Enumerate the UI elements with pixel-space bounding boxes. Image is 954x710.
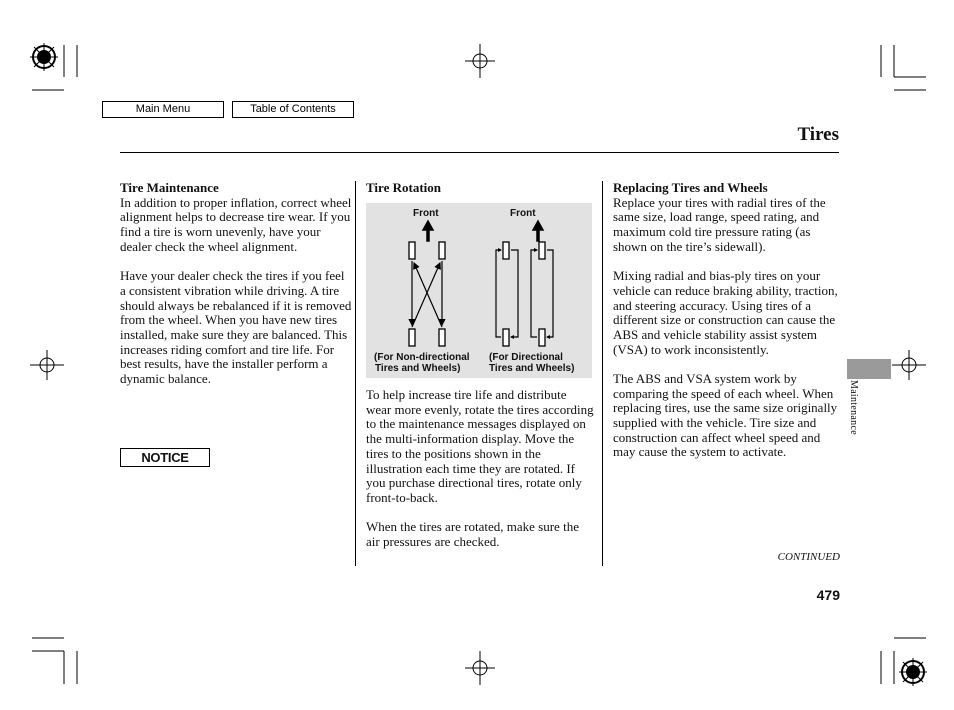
section-tab-label: Maintenance [848,380,859,435]
caption-non-directional [374,352,470,374]
tire-rotation-text [366,388,594,564]
tire-rotation-section [366,181,594,196]
section-heading: Replacing Tires and Wheels [613,180,768,195]
section-heading: Tire Rotation [366,180,441,195]
continued-label: CONTINUED [777,551,840,563]
paragraph: The ABS and VSA system work by comparing the speed of each wheel. When replacing tires, use the same size originally supplied with the vehicle. Tire size and construction can affect wheel speed and may cause the system to activate. [613,370,838,460]
paragraph: To help increase tire life and distribute wear more evenly, rotate the tires according to the maintenance messages displayed on the multi-information display. Move the tires to the positions shown in the illustration each time they are rotated. If you purchase directional tires, rotate only front-to-back. [366,387,594,505]
replacing-tires-section [613,181,843,475]
notice-link[interactable]: NOTICE [120,448,210,467]
column-divider [355,181,356,566]
main-menu-button[interactable]: Main Menu [102,101,224,118]
caption-line: Tires and Wheels) [489,363,575,374]
tire-maintenance-section [120,181,352,401]
caption-line: Tires and Wheels) [375,363,461,374]
caption-line: (For Directional [489,352,563,363]
page-number: 479 [816,587,840,603]
front-label-left: Front [413,208,439,219]
front-label-right: Front [510,208,536,219]
paragraph: Mixing radial and bias-ply tires on your vehicle can reduce braking ability, traction, and steering accuracy. Using tires of a different size or construction can cause the ABS and vehicle stability assist system (VSA) to work inconsistently. [613,268,838,357]
section-heading: Tire Maintenance [120,180,219,195]
title-rule [120,152,839,153]
paragraph: Have your dealer check the tires if you feel a consistent vibration while driving. A tire should always be rebalanced if it is removed from the wheel. When you have new tires installed, make sure they are balanced. This increases riding comfort and tire life. For best results, have the installer perform a dynamic balance. [120,268,352,387]
paragraph: In addition to proper inflation, correct wheel alignment helps to decrease tire wear. If you find a tire is worn unevenly, have your dealer check the wheel alignment. [120,194,352,254]
caption-line: (For Non-directional [374,352,470,363]
caption-directional [489,352,574,374]
paragraph: When the tires are rotated, make sure the air pressures are checked. [366,519,579,549]
paragraph: Replace your tires with radial tires of the same size, load range, speed rating, and maximum cold tire pressure rating (as shown on the tire’s sidewall). [613,194,826,254]
section-tab[interactable] [847,359,891,379]
tire-rotation-diagram [366,203,592,378]
page-title: Tires [797,124,839,145]
table-of-contents-button[interactable]: Table of Contents [232,101,354,118]
column-divider [602,181,603,566]
